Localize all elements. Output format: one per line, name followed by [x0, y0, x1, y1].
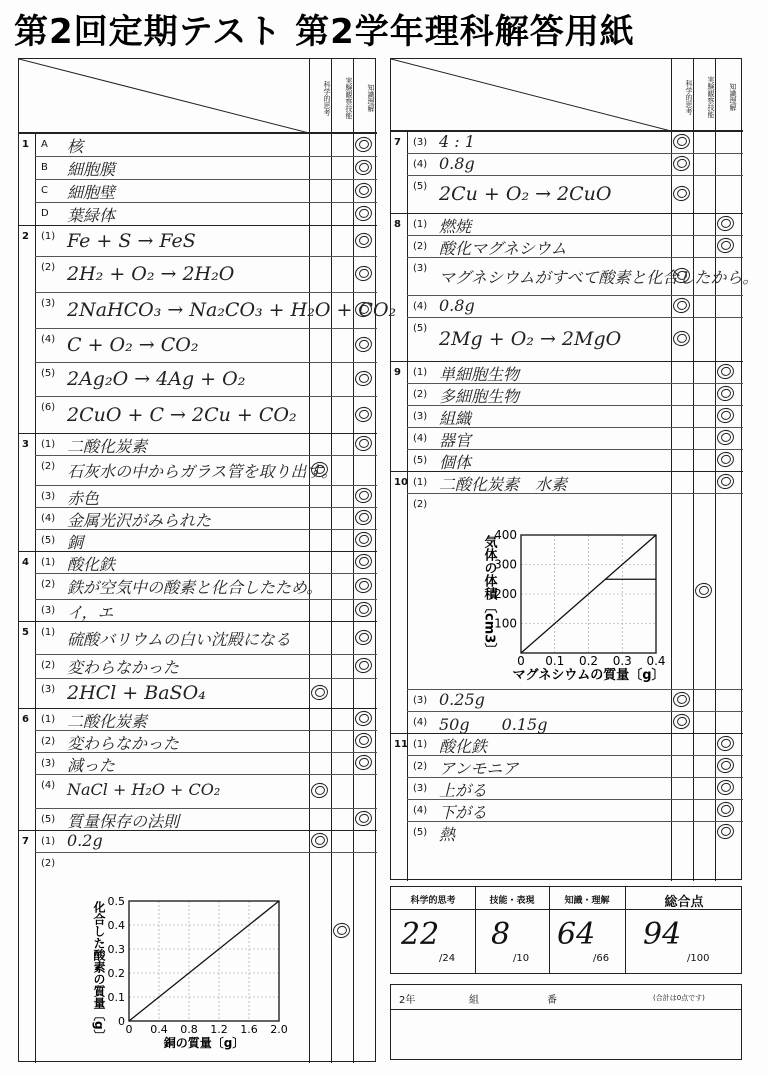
y-tick-label: 0.1 — [107, 991, 125, 1004]
answer-text: 赤色 — [67, 489, 100, 508]
x-tick-label: 0.8 — [180, 1023, 198, 1036]
answer-text: 50g 0.15g — [439, 715, 548, 734]
sub-question-label: (4) — [413, 433, 428, 444]
sub-question-label: (4) — [413, 159, 428, 170]
answer-text: 下がる — [439, 803, 488, 822]
answer-text: 燃焼 — [439, 217, 472, 236]
score-thinking: 22 — [401, 917, 440, 952]
question-number: 5 — [22, 627, 29, 638]
y-tick-label: 300 — [494, 557, 517, 572]
left-answer-row — [19, 551, 309, 573]
question-number: 7 — [394, 137, 401, 148]
sub-question-label: (1) — [413, 219, 428, 230]
sub-question-label: A — [41, 139, 48, 150]
answer-text: 2Ag₂O → 4Ag + O₂ — [67, 368, 246, 390]
answer-text: 酸化鉄 — [439, 737, 488, 756]
score-skill: 8 — [491, 917, 511, 952]
sub-question-label: (3) — [41, 491, 56, 502]
y-tick-label: 400 — [494, 528, 517, 542]
answer-text: 変わらなかった — [67, 734, 180, 753]
left-answer-row — [19, 133, 309, 156]
x-tick-label: 0 — [517, 654, 525, 668]
score-knowledge: 64 — [557, 917, 596, 952]
answer-text: 二酸化炭素 — [67, 712, 148, 731]
x-axis-label: 銅の質量〔g〕 — [163, 1036, 245, 1050]
answer-text: 酸化鉄 — [67, 555, 116, 574]
answer-text: 金属光沢がみられた — [67, 511, 212, 530]
sub-question-label: (2) — [413, 241, 428, 252]
y-tick-label: 0.5 — [107, 895, 125, 908]
sub-question-label: (1) — [413, 367, 428, 378]
score-thinking-max: /24 — [439, 953, 456, 964]
x-tick-label: 0 — [125, 1023, 133, 1036]
answer-text: 二酸化炭素 — [67, 437, 148, 456]
answer-text: 2H₂ + O₂ → 2H₂O — [67, 263, 235, 285]
score-total: 94 — [643, 917, 682, 952]
answer-text: 銅 — [67, 533, 84, 552]
sub-question-label: (1) — [41, 439, 56, 450]
sub-question-label: (5) — [41, 368, 56, 379]
sub-question-label: (1) — [413, 477, 428, 488]
answer-text: 2HCl + BaSO₄ — [67, 682, 206, 704]
x-tick-label: 1.6 — [240, 1023, 258, 1036]
series-line — [129, 901, 279, 1021]
sub-question-label: (1) — [41, 557, 56, 568]
score-knowledge-max: /66 — [593, 953, 610, 964]
sub-question-label: (2) — [413, 499, 428, 510]
answer-text: Fe + S → FeS — [67, 229, 196, 252]
y-tick-label: 0 — [118, 1015, 125, 1028]
sub-question-label: (5) — [413, 455, 428, 466]
answer-text: 核 — [67, 137, 84, 156]
right-answer-row — [391, 361, 671, 383]
score-header-total: 総合点 — [664, 895, 704, 910]
answer-text: 単細胞生物 — [439, 365, 520, 384]
answer-text: 0.8g — [439, 296, 475, 315]
answer-text: 酸化マグネシウム — [439, 239, 567, 258]
x-tick-label: 2.0 — [270, 1023, 288, 1036]
sub-question-label: (5) — [41, 535, 56, 546]
score-header-thinking: 科学的思考 — [410, 896, 456, 906]
sub-question-label: (5) — [413, 323, 428, 334]
column-header-2: 知識理解 — [353, 59, 375, 133]
sub-question-label: (2) — [41, 461, 56, 472]
left-answer-row — [19, 830, 309, 852]
left-answer-row — [19, 433, 309, 455]
number-label: 番 — [547, 995, 557, 1006]
sub-question-label: (3) — [41, 758, 56, 769]
question-number: 10 — [394, 477, 408, 488]
sub-question-label: (5) — [413, 827, 428, 838]
question-number: 3 — [22, 439, 29, 450]
sub-question-label: B — [41, 162, 48, 173]
sub-question-label: (3) — [41, 298, 56, 309]
right-answer-row — [391, 733, 671, 755]
answer-text: 熱 — [439, 825, 456, 844]
column-header-0: 科学的思考 — [309, 59, 331, 133]
x-tick-label: 0.4 — [150, 1023, 168, 1036]
sub-question-label: (4) — [41, 334, 56, 345]
sub-question-label: (4) — [41, 513, 56, 524]
answer-text: 2Cu + O₂ → 2CuO — [439, 183, 612, 205]
answer-text: イ，エ — [67, 603, 114, 622]
score-total-max: /100 — [687, 953, 710, 964]
score-header-skill: 技能・表現 — [489, 896, 535, 906]
sub-question-label: (1) — [41, 627, 56, 638]
answer-text: 0.25g — [439, 690, 485, 709]
sub-question-label: (3) — [413, 411, 428, 422]
sub-question-label: (2) — [41, 660, 56, 671]
answer-text: 二酸化炭素 水素 — [439, 475, 568, 494]
right-answer-row — [391, 213, 671, 235]
sub-question-label: (2) — [41, 736, 56, 747]
answer-text: 変わらなかった — [67, 658, 180, 677]
answer-text: NaCl + H₂O + CO₂ — [67, 780, 221, 799]
y-tick-label: 100 — [494, 616, 517, 631]
total-note: (合計は0点です) — [653, 994, 705, 1002]
answer-text: 2CuO + C → 2Cu + CO₂ — [67, 403, 297, 426]
year-label: 2年 — [399, 995, 416, 1006]
sub-question-label: (5) — [413, 181, 428, 192]
column-header-1: 実験観察技能 — [693, 59, 715, 131]
answer-text: 質量保存の法則 — [67, 812, 180, 831]
question-number: 9 — [394, 367, 401, 378]
score-header-knowledge: 知識・理解 — [564, 896, 610, 906]
y-tick-label: 0.4 — [107, 919, 125, 932]
question-number: 2 — [22, 231, 29, 242]
x-tick-label: 1.2 — [210, 1023, 228, 1036]
header-row — [391, 59, 743, 131]
right-answer-panel — [390, 58, 759, 880]
y-axis-label: 気体の体積〔cm3〕 — [481, 535, 497, 657]
page-title: 第2回定期テスト 第2学年理科解答用紙 — [14, 12, 635, 52]
sub-question-label: (3) — [413, 695, 428, 706]
graph — [431, 523, 671, 693]
sub-question-label: (1) — [413, 739, 428, 750]
y-tick-label: 0.3 — [107, 943, 125, 956]
answer-text: 細胞壁 — [67, 183, 116, 202]
sub-question-label: (4) — [413, 717, 428, 728]
question-number: 4 — [22, 557, 29, 568]
sub-question-label: (3) — [41, 684, 56, 695]
answer-text: 0.2g — [67, 831, 103, 850]
x-tick-label: 0.2 — [578, 654, 599, 668]
header-diagonal — [391, 59, 671, 131]
sub-question-label: C — [41, 185, 48, 196]
score-skill-max: /10 — [513, 953, 530, 964]
class-label: 組 — [469, 995, 479, 1006]
sub-question-label: (3) — [413, 783, 428, 794]
answer-text: 減った — [67, 756, 116, 775]
y-axis-label: 化合した酸素の質量〔g〕 — [92, 901, 106, 1042]
sub-question-label: (2) — [413, 761, 428, 772]
left-answer-row — [19, 708, 309, 730]
column-header-0: 科学的思考 — [671, 59, 693, 131]
sub-question-label: (3) — [41, 605, 56, 616]
answer-text: 0.8g — [439, 154, 475, 173]
x-tick-label: 0.1 — [545, 654, 565, 668]
y-tick-label: 200 — [494, 587, 517, 601]
sub-question-label: (6) — [41, 402, 56, 413]
sub-question-label: (3) — [413, 263, 428, 274]
sub-question-label: (1) — [41, 714, 56, 725]
name-box — [390, 984, 742, 1060]
right-answer-row — [391, 131, 671, 153]
sub-question-label: (4) — [41, 780, 56, 791]
sub-question-label: (2) — [41, 579, 56, 590]
header-row — [19, 59, 377, 133]
sub-question-label: (4) — [413, 301, 428, 312]
answer-text: 石灰水の中からガラス管を取り出す。 — [67, 462, 338, 481]
sub-question-label: (2) — [413, 389, 428, 400]
question-number: 8 — [394, 219, 401, 230]
graph — [59, 891, 309, 1061]
x-tick-label: 0.3 — [612, 654, 632, 668]
answer-text: 2NaHCO₃ → Na₂CO₃ + H₂O + CO₂ — [67, 299, 397, 321]
y-tick-label: 0.2 — [107, 967, 125, 980]
question-number: 7 — [22, 836, 29, 847]
sub-question-label: (4) — [413, 805, 428, 816]
header-diagonal — [19, 59, 309, 133]
question-number: 6 — [22, 714, 29, 725]
sub-question-label: (3) — [413, 137, 428, 148]
sub-question-label: (1) — [41, 836, 56, 847]
question-number: 1 — [22, 139, 29, 150]
answer-text: C + O₂ → CO₂ — [67, 334, 199, 356]
answer-text: 器官 — [439, 431, 472, 450]
sub-question-label: (1) — [41, 231, 56, 242]
score-box — [390, 886, 742, 974]
sub-question-label: (2) — [41, 858, 56, 869]
sub-question-label: (5) — [41, 814, 56, 825]
answer-text: 4 : 1 — [439, 132, 475, 151]
answer-text: 細胞膜 — [67, 160, 116, 179]
column-header-2: 知識理解 — [715, 59, 737, 131]
answer-text: 個体 — [439, 453, 472, 472]
answer-text: 上がる — [439, 781, 488, 800]
answer-text: 葉緑体 — [67, 206, 116, 225]
left-answer-panel — [18, 58, 397, 1062]
answer-text: 組織 — [439, 409, 472, 428]
answer-text: 2Mg + O₂ → 2MgO — [439, 328, 622, 350]
answer-text: 多細胞生物 — [439, 387, 520, 406]
question-number: 11 — [394, 739, 408, 750]
column-header-1: 実験観察技能 — [331, 59, 353, 133]
answer-text: 鉄が空気中の酸素と化合したため。 — [67, 578, 323, 597]
x-tick-label: 0.4 — [646, 654, 666, 668]
sub-question-label: (2) — [41, 262, 56, 273]
sub-question-label: D — [41, 208, 49, 219]
answer-text: 硫酸バリウムの白い沈殿になる — [67, 629, 291, 649]
answer-text: アンモニア — [439, 759, 519, 778]
answer-text: マグネシウムがすべて酸素と化合したから。 — [439, 268, 759, 287]
x-axis-label: マグネシウムの質量〔g〕 — [512, 668, 665, 683]
